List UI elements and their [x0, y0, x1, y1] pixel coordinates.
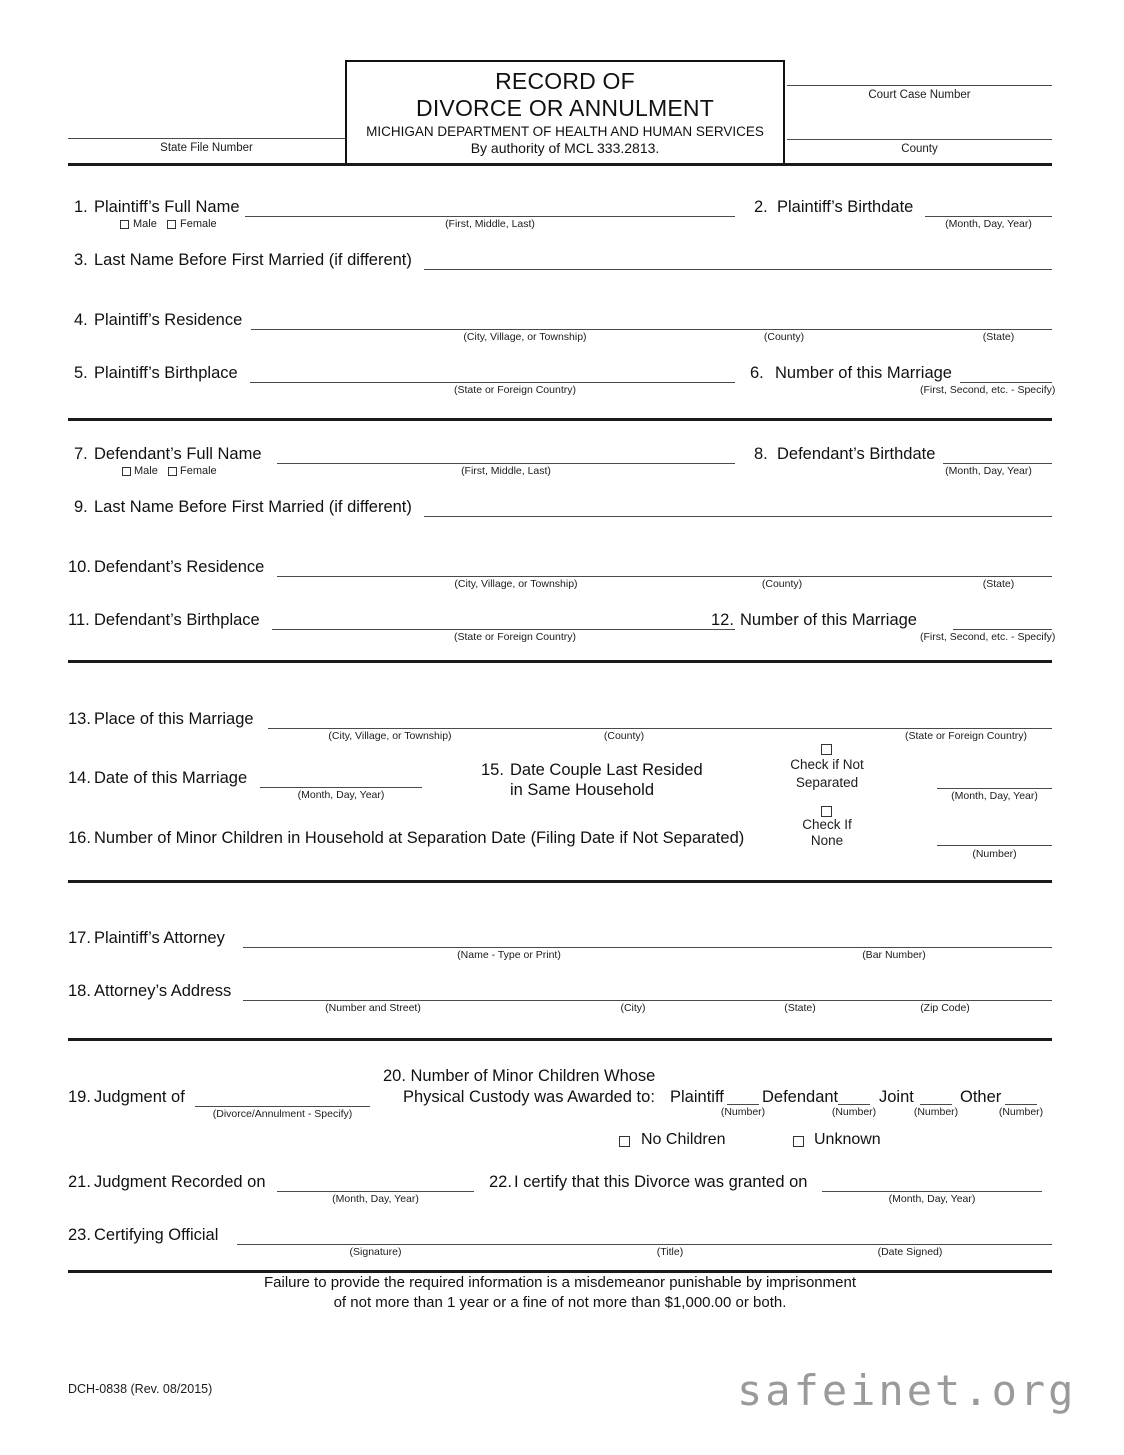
plaintiff-female-label: Female	[180, 218, 217, 230]
form-title-line2: DIVORCE OR ANNULMENT	[416, 95, 714, 121]
plaintiff-male-label: Male	[133, 218, 157, 230]
item-18-sublabel-zip: (Zip Code)	[920, 1002, 970, 1014]
plaintiff-male-checkbox[interactable]	[120, 220, 129, 229]
authority-text: By authority of MCL 333.2813.	[470, 140, 660, 156]
item-21-input-line[interactable]	[277, 1191, 474, 1192]
custody-plaintiff-input-line[interactable]	[727, 1104, 759, 1105]
item-4-number: 4.	[74, 311, 88, 329]
item-4-sublabel-county: (County)	[763, 331, 805, 343]
item-9-input-line[interactable]	[424, 516, 1052, 517]
court-case-number-line[interactable]	[787, 85, 1052, 86]
item-7-sublabel: (First, Middle, Last)	[461, 465, 551, 477]
item-3-label: Last Name Before First Married (if different)	[94, 251, 412, 269]
plaintiff-female-checkbox[interactable]	[167, 220, 176, 229]
check-if-not-separated-checkbox[interactable]	[821, 744, 832, 755]
unknown-label: Unknown	[814, 1131, 881, 1148]
item-15-number: 15.	[481, 761, 504, 779]
item-8-sublabel: (Month, Day, Year)	[945, 465, 1032, 477]
item-12-label: Number of this Marriage	[740, 611, 917, 629]
item-14-label: Date of this Marriage	[94, 769, 248, 787]
item-10-sublabel-county: (County)	[761, 578, 803, 590]
agency-name: MICHIGAN DEPARTMENT OF HEALTH AND HUMAN SERVICES	[366, 124, 764, 139]
header-bottom-divider	[68, 163, 1052, 166]
check-if-not-separated-label-line1: Check if Not	[790, 757, 864, 772]
item-7-number: 7.	[74, 445, 88, 463]
item-13-sublabel-county: (County)	[603, 730, 645, 742]
item-22-input-line[interactable]	[822, 1191, 1042, 1192]
item-23-label: Certifying Official	[94, 1226, 219, 1244]
state-file-number-label: State File Number	[160, 142, 253, 154]
section-divider-marriage	[68, 880, 1052, 883]
item-12-input-line[interactable]	[953, 629, 1052, 630]
item-17-label: Plaintiff’s Attorney	[94, 929, 225, 947]
item-1-sublabel: (First, Middle, Last)	[445, 218, 535, 230]
item-10-input-line[interactable]	[277, 576, 1052, 577]
section-divider-judgment	[68, 1270, 1052, 1273]
county-line[interactable]	[787, 139, 1052, 140]
item-6-number: 6.	[750, 364, 764, 382]
item-18-sublabel-street: (Number and Street)	[325, 1002, 421, 1014]
item-18-sublabel-state: (State)	[784, 1002, 816, 1014]
warning-line2: of not more than 1 year or a fine of not more than $1,000.00 or both.	[333, 1294, 787, 1311]
item-9-number: 9.	[74, 498, 88, 516]
section-divider-attorney	[68, 1038, 1052, 1041]
check-if-none-checkbox[interactable]	[821, 806, 832, 817]
item-13-sublabel-state: (State or Foreign Country)	[905, 730, 1027, 742]
item-22-sublabel: (Month, Day, Year)	[888, 1193, 976, 1205]
item-6-input-line[interactable]	[960, 382, 1052, 383]
item-23-sublabel-date: (Date Signed)	[877, 1246, 943, 1258]
item-21-label: Judgment Recorded on	[94, 1173, 266, 1191]
item-18-sublabel-city: (City)	[620, 1002, 646, 1014]
item-23-input-line[interactable]	[237, 1244, 1052, 1245]
state-file-number-line[interactable]	[68, 138, 345, 139]
item-2-number: 2.	[754, 198, 768, 216]
item-14-number: 14.	[68, 769, 91, 787]
item-23-sublabel-signature: (Signature)	[349, 1246, 402, 1258]
item-23-number: 23.	[68, 1226, 91, 1244]
item-17-input-line[interactable]	[243, 947, 1052, 948]
item-12-number: 12.	[711, 611, 734, 629]
custody-other-sublabel: (Number)	[998, 1106, 1044, 1118]
item-21-number: 21.	[68, 1173, 91, 1191]
defendant-female-label: Female	[180, 465, 217, 477]
item-16-input-line[interactable]	[937, 845, 1052, 846]
item-5-label: Plaintiff’s Birthplace	[94, 364, 238, 382]
item-16-sublabel: (Number)	[972, 848, 1017, 860]
item-1-number: 1.	[74, 198, 88, 216]
item-5-number: 5.	[74, 364, 88, 382]
item-7-label: Defendant’s Full Name	[94, 445, 262, 463]
no-children-label: No Children	[641, 1131, 726, 1148]
item-10-label: Defendant’s Residence	[94, 558, 265, 576]
form-number: DCH-0838 (Rev. 08/2015)	[68, 1382, 213, 1396]
item-6-label: Number of this Marriage	[775, 364, 952, 382]
item-19-number: 19.	[68, 1088, 91, 1106]
item-15-label-line1: Date Couple Last Resided	[510, 761, 703, 779]
custody-plaintiff-label: Plaintiff	[670, 1088, 724, 1106]
no-children-checkbox[interactable]	[619, 1136, 630, 1147]
item-15-sublabel: (Month, Day, Year)	[951, 790, 1038, 802]
item-2-input-line[interactable]	[925, 216, 1052, 217]
county-label: County	[901, 143, 938, 155]
item-19-sublabel: (Divorce/Annulment - Specify)	[212, 1108, 353, 1120]
item-16-number: 16.	[68, 829, 91, 847]
warning-line1: Failure to provide the required information is a misdemeanor punishable by imprisonment	[264, 1274, 856, 1291]
item-8-input-line[interactable]	[943, 463, 1052, 464]
custody-other-input-line[interactable]	[1005, 1104, 1037, 1105]
item-19-label: Judgment of	[94, 1088, 185, 1106]
item-13-number: 13.	[68, 710, 91, 728]
custody-plaintiff-sublabel: (Number)	[720, 1106, 766, 1118]
section-divider-defendant	[68, 660, 1052, 663]
item-23-sublabel-title: (Title)	[656, 1246, 684, 1258]
item-4-label: Plaintiff’s Residence	[94, 311, 243, 329]
item-11-label: Defendant’s Birthplace	[94, 611, 260, 629]
item-4-sublabel-state: (State)	[982, 331, 1015, 343]
form-title-line1: RECORD OF	[495, 68, 635, 94]
item-4-input-line[interactable]	[251, 329, 1052, 330]
item-19-input-line[interactable]	[195, 1106, 370, 1107]
custody-other-label: Other	[960, 1088, 1002, 1106]
item-2-sublabel: (Month, Day, Year)	[945, 218, 1032, 230]
item-7-input-line[interactable]	[277, 463, 735, 464]
custody-defendant-sublabel: (Number)	[831, 1106, 877, 1118]
defendant-male-label: Male	[134, 465, 158, 477]
item-17-sublabel-bar: (Bar Number)	[862, 949, 926, 961]
section-divider-plaintiff	[68, 418, 1052, 421]
item-8-number: 8.	[754, 445, 768, 463]
item-12-sublabel: (First, Second, etc. - Specify)	[920, 631, 1056, 643]
custody-joint-label: Joint	[879, 1088, 914, 1106]
item-10-sublabel-state: (State)	[982, 578, 1015, 590]
court-case-number-label: Court Case Number	[868, 89, 971, 101]
item-20-label-line1: 20. Number of Minor Children Whose	[383, 1067, 656, 1085]
custody-defendant-input-line[interactable]	[838, 1104, 870, 1105]
item-11-sublabel: (State or Foreign Country)	[454, 631, 576, 643]
item-10-number: 10.	[68, 558, 91, 576]
defendant-female-checkbox[interactable]	[168, 467, 177, 476]
item-1-label: Plaintiff’s Full Name	[94, 198, 240, 216]
item-13-label: Place of this Marriage	[94, 710, 254, 728]
unknown-checkbox[interactable]	[793, 1136, 804, 1147]
item-11-input-line[interactable]	[272, 629, 735, 630]
check-if-none-label-line1: Check If	[802, 817, 852, 832]
item-8-label: Defendant’s Birthdate	[777, 445, 936, 463]
item-18-input-line[interactable]	[243, 1000, 1052, 1001]
item-11-number: 11.	[68, 611, 90, 629]
item-2-label: Plaintiff’s Birthdate	[777, 198, 914, 216]
item-4-sublabel-city: (City, Village, or Township)	[463, 331, 587, 343]
check-if-none-label-line2: None	[810, 833, 844, 848]
check-if-not-separated-label-line2: Separated	[795, 775, 859, 790]
item-1-input-line[interactable]	[245, 216, 735, 217]
item-5-sublabel: (State or Foreign Country)	[454, 384, 576, 396]
item-13-sublabel-city: (City, Village, or Township)	[328, 730, 452, 742]
item-16-label: Number of Minor Children in Household at Separation Date (Filing Date if Not Separated)	[94, 829, 745, 847]
item-14-input-line[interactable]	[260, 787, 422, 788]
item-17-sublabel-name: (Name - Type or Print)	[457, 949, 561, 961]
item-3-number: 3.	[74, 251, 88, 269]
custody-defendant-label: Defendant	[762, 1088, 839, 1106]
item-5-input-line[interactable]	[250, 382, 735, 383]
item-15-input-line[interactable]	[937, 788, 1052, 789]
item-10-sublabel-city: (City, Village, or Township)	[454, 578, 578, 590]
item-6-sublabel: (First, Second, etc. - Specify)	[920, 384, 1056, 396]
item-18-number: 18.	[68, 982, 91, 1000]
item-17-number: 17.	[68, 929, 91, 947]
item-3-input-line[interactable]	[424, 269, 1052, 270]
item-22-number: 22.	[489, 1173, 512, 1191]
item-14-sublabel: (Month, Day, Year)	[297, 789, 385, 801]
custody-joint-input-line[interactable]	[920, 1104, 952, 1105]
watermark: safeinet.org	[737, 1366, 1077, 1415]
item-13-input-line[interactable]	[268, 728, 1052, 729]
item-18-label: Attorney’s Address	[94, 982, 232, 1000]
defendant-male-checkbox[interactable]	[122, 467, 131, 476]
item-21-sublabel: (Month, Day, Year)	[332, 1193, 419, 1205]
item-9-label: Last Name Before First Married (if different)	[94, 498, 412, 516]
item-22-label: I certify that this Divorce was granted on	[514, 1173, 808, 1191]
item-15-label-line2: in Same Household	[510, 781, 655, 799]
item-20-label-line2: Physical Custody was Awarded to:	[403, 1088, 655, 1106]
custody-joint-sublabel: (Number)	[913, 1106, 959, 1118]
